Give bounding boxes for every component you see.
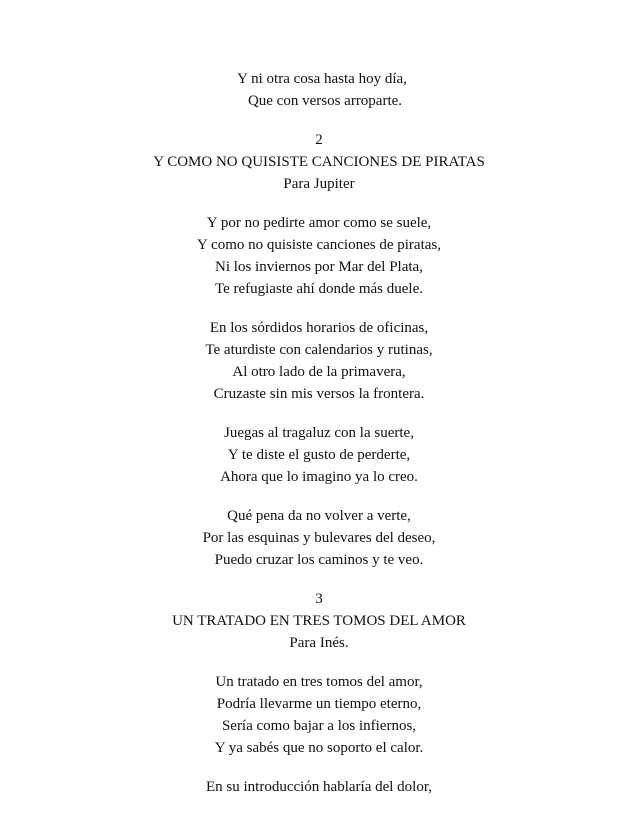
verse-line: Y te diste el gusto de perderte, — [227, 447, 411, 463]
stanza — [0, 505, 638, 571]
section-dedication: Para Inés. — [289, 635, 349, 651]
verse-line: En los sórdidos horarios de oficinas, — [209, 320, 429, 336]
verse-line: Que con versos arroparte. — [247, 93, 403, 109]
stanza — [0, 317, 638, 405]
poem-section-2 — [0, 129, 638, 571]
section-number: 2 — [315, 132, 323, 148]
stanza — [0, 422, 638, 488]
verse-line: Puedo cruzar los caminos y te veo. — [214, 552, 424, 568]
verse-line: Te refugiaste ahí donde más duele. — [214, 281, 424, 297]
stanza — [0, 671, 638, 759]
verse-line: Y ni otra cosa hasta hoy día, — [237, 71, 407, 87]
verse-line: Ahora que lo imagino ya lo creo. — [220, 469, 418, 485]
section-title: UN TRATADO EN TRES TOMOS DEL AMOR — [172, 613, 466, 629]
verse-line: Podría llevarme un tiempo eterno, — [216, 696, 422, 712]
poem-section-3 — [0, 588, 638, 798]
verse-line: Al otro lado de la primavera, — [232, 364, 406, 380]
verse-line: Cruzaste sin mis versos la frontera. — [213, 386, 425, 402]
verse-line: Juegas al tragaluz con la suerte, — [224, 425, 414, 441]
section-number: 3 — [315, 591, 323, 607]
intro-stanza — [0, 68, 638, 112]
poem-page — [0, 68, 638, 798]
stanza — [0, 776, 638, 798]
verse-line: Sería como bajar a los infiernos, — [221, 718, 417, 734]
verse-line: Y ya sabés que no soporto el calor. — [214, 740, 424, 756]
verse-line: Qué pena da no volver a verte, — [227, 508, 411, 524]
verse-line: Ni los inviernos por Mar del Plata, — [215, 259, 423, 275]
verse-line: Por las esquinas y bulevares del deseo, — [202, 530, 436, 546]
section-title: Y COMO NO QUISISTE CANCIONES DE PIRATAS — [153, 154, 485, 170]
verse-line: Y por no pedirte amor como se suele, — [206, 215, 432, 231]
verse-line: Y como no quisiste canciones de piratas, — [197, 237, 441, 253]
verse-line: Un tratado en tres tomos del amor, — [215, 674, 423, 690]
section-dedication: Para Jupiter — [283, 176, 355, 192]
verse-line: En su introducción hablaría del dolor, — [205, 779, 432, 795]
verse-line: Te aturdiste con calendarios y rutinas, — [205, 342, 433, 358]
stanza — [0, 212, 638, 300]
